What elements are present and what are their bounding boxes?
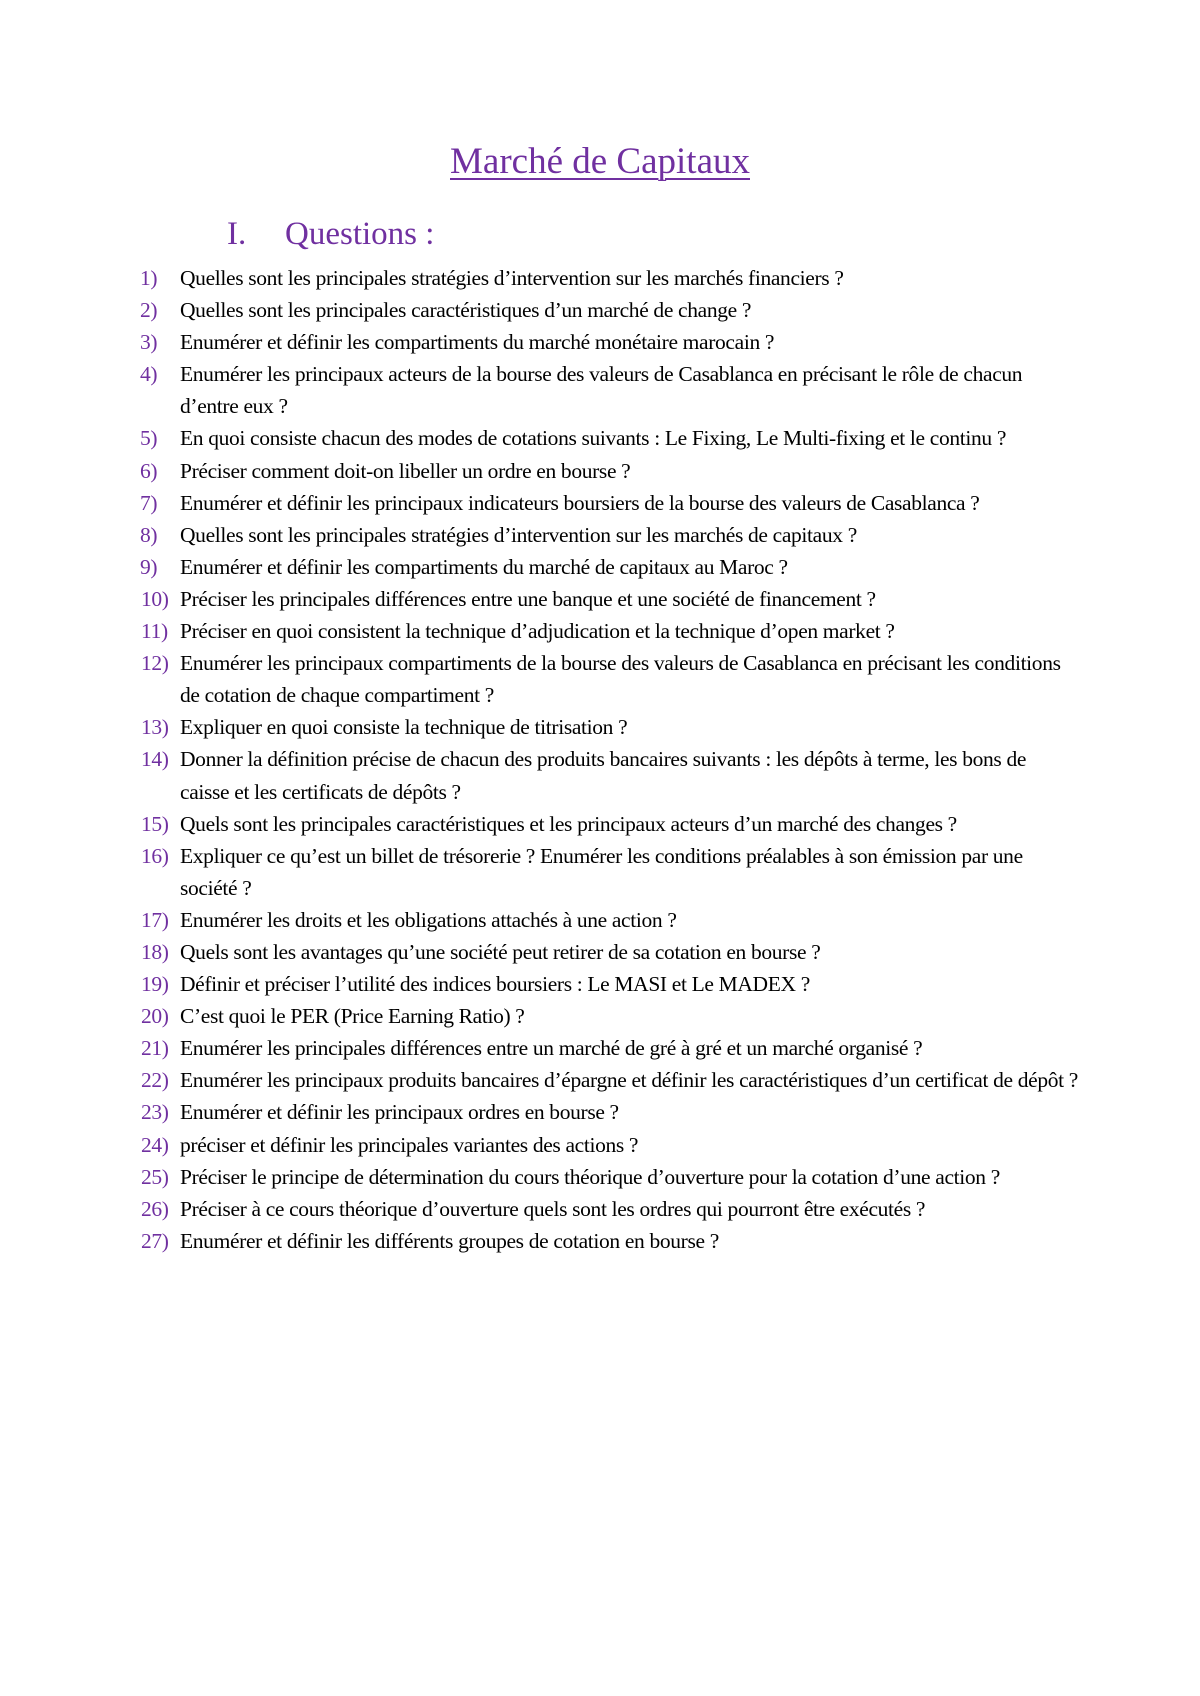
question-number: 13) <box>141 715 169 740</box>
question-text: Quelles sont les principales stratégies d’intervention sur les marchés de capitaux ? <box>180 522 857 547</box>
question-item <box>0 1161 1080 1193</box>
question-item <box>0 1225 1080 1257</box>
question-number: 9) <box>140 554 158 579</box>
question-number: 26) <box>141 1196 169 1221</box>
question-text: Enumérer et définir les principaux ordres en bourse ? <box>180 1100 619 1125</box>
question-text: Enumérer les principaux acteurs de la bourse des valeurs de Casablanca en précisant le rôle de chacun d’entre eux ? <box>180 362 1023 419</box>
question-item <box>0 1000 1080 1032</box>
question-text: Quels sont les avantages qu’une société peut retirer de sa cotation en bourse ? <box>180 939 821 964</box>
question-number: 19) <box>141 972 169 997</box>
question-number: 24) <box>141 1132 169 1157</box>
question-number: 25) <box>141 1164 169 1189</box>
question-number: 17) <box>141 907 169 932</box>
question-text: C’est quoi le PER (Price Earning Ratio) ? <box>180 1004 525 1029</box>
question-text: Enumérer les principaux compartiments de la bourse des valeurs de Casablanca en précisant les conditions de cotation de chaque compartiment ? <box>180 651 1061 708</box>
question-item <box>0 615 1080 647</box>
question-number: 4) <box>140 362 158 387</box>
question-number: 8) <box>140 522 158 547</box>
question-number: 7) <box>140 490 158 515</box>
question-item <box>0 808 1080 840</box>
question-text: Enumérer les principales différences entre un marché de gré à gré et un marché organisé ? <box>180 1036 923 1061</box>
question-item <box>0 840 1080 904</box>
question-number: 15) <box>141 811 169 836</box>
question-number: 23) <box>141 1100 169 1125</box>
question-number: 1) <box>140 266 158 290</box>
question-item <box>0 487 1080 519</box>
question-item <box>0 1129 1080 1161</box>
question-item <box>0 422 1080 454</box>
question-list <box>0 262 1200 1257</box>
section-heading <box>227 214 434 254</box>
question-number: 6) <box>140 458 158 483</box>
question-item <box>0 583 1080 615</box>
question-item <box>0 1096 1080 1128</box>
question-text: Quelles sont les principales stratégies d’intervention sur les marchés financiers ? <box>180 266 844 290</box>
question-text: Définir et préciser l’utilité des indices boursiers : Le MASI et Le MADEX ? <box>180 972 810 997</box>
question-number: 27) <box>141 1228 169 1253</box>
question-text: Préciser le principe de détermination du cours théorique d’ouverture pour la cotation d’une action ? <box>180 1164 1000 1189</box>
question-item <box>0 1032 1080 1064</box>
question-item <box>0 743 1080 807</box>
question-item <box>0 551 1080 583</box>
question-number: 10) <box>141 586 169 611</box>
question-text: Préciser en quoi consistent la technique d’adjudication et la technique d’open market ? <box>180 619 895 644</box>
question-text: Enumérer les principaux produits bancaires d’épargne et définir les caractéristiques d’un certificat de dépôt ? <box>180 1068 1078 1093</box>
section-heading-text: Questions : <box>285 216 435 252</box>
question-item <box>0 1064 1080 1096</box>
question-text: En quoi consiste chacun des modes de cotations suivants : Le Fixing, Le Multi-fixing et le continu ? <box>180 426 1007 451</box>
question-text: préciser et définir les principales variantes des actions ? <box>180 1132 639 1157</box>
section-number: I. <box>227 216 247 252</box>
question-item <box>0 262 1080 294</box>
question-number: 2) <box>140 298 158 323</box>
question-item <box>0 904 1080 936</box>
question-item <box>0 711 1080 743</box>
question-item <box>0 936 1080 968</box>
question-number: 20) <box>141 1004 169 1029</box>
question-item <box>0 294 1080 326</box>
question-text: Préciser les principales différences entre une banque et une société de financement ? <box>180 586 876 611</box>
question-number: 5) <box>140 426 158 451</box>
question-item <box>0 326 1080 358</box>
question-item <box>0 455 1080 487</box>
question-text: Expliquer ce qu’est un billet de trésorerie ? Enumérer les conditions préalables à son émission par une société ? <box>180 843 1023 900</box>
question-number: 14) <box>141 747 169 772</box>
question-item <box>0 1193 1080 1225</box>
question-text: Donner la définition précise de chacun des produits bancaires suivants : les dépôts à terme, les bons de caisse et les certificats de dépôts ? <box>180 747 1027 804</box>
question-number: 3) <box>140 330 158 355</box>
question-text: Expliquer en quoi consiste la technique de titrisation ? <box>180 715 628 740</box>
question-text: Enumérer et définir les compartiments du marché monétaire marocain ? <box>180 330 775 355</box>
question-item <box>0 358 1080 422</box>
question-text: Quels sont les principales caractéristiques et les principaux acteurs d’un marché des changes ? <box>180 811 957 836</box>
document-title: Marché de Capitaux <box>450 141 750 182</box>
question-text: Enumérer et définir les principaux indicateurs boursiers de la bourse des valeurs de Casablanca ? <box>180 490 980 515</box>
question-text: Quelles sont les principales caractéristiques d’un marché de change ? <box>180 298 752 323</box>
question-text: Enumérer les droits et les obligations attachés à une action ? <box>180 907 677 932</box>
question-number: 22) <box>141 1068 169 1093</box>
question-text: Préciser à ce cours théorique d’ouverture quels sont les ordres qui pourront être exécutés ? <box>180 1196 926 1221</box>
question-text: Enumérer et définir les différents groupes de cotation en bourse ? <box>180 1228 719 1253</box>
question-number: 21) <box>141 1036 169 1061</box>
question-number: 16) <box>141 843 169 868</box>
question-number: 18) <box>141 939 169 964</box>
question-text: Enumérer et définir les compartiments du marché de capitaux au Maroc ? <box>180 554 788 579</box>
question-item <box>0 647 1080 711</box>
question-number: 11) <box>141 619 168 644</box>
question-item <box>0 968 1080 1000</box>
question-number: 12) <box>141 651 169 676</box>
question-text: Préciser comment doit-on libeller un ordre en bourse ? <box>180 458 631 483</box>
question-item <box>0 519 1080 551</box>
